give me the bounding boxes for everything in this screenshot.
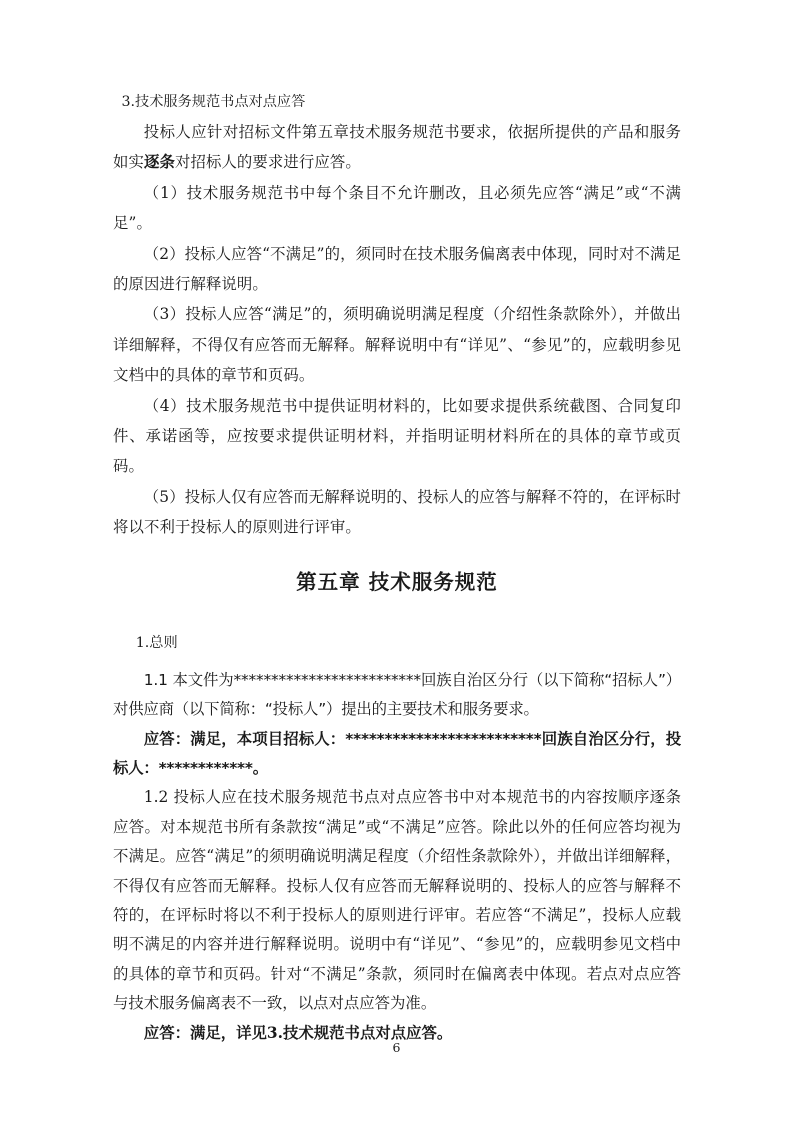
section-3-item-3: （3）投标人应答“满足”的，须明确说明满足程度（介绍性条款除外），并做出详细解释，不得仅有应答而无解释。解释说明中有“详见”、“参见”的，应载明参见文档中的具体的章节和页码。 (113, 305, 681, 385)
section-3-intro-paragraph (113, 117, 681, 178)
section-1-heading: 1.总则 (135, 634, 178, 651)
page-number: 6 (392, 1040, 401, 1055)
section-3-item-4: （4）技术服务规范书中提供证明材料的，比如要求提供系统截图、合同复印件、承诺函等，应按要求提供证明材料，并指明证明材料所在的具体的章节或页码。 (113, 396, 681, 476)
clause-1-2-answer: 应答：满足，详见3.技术规范书点对点应答。 (143, 1023, 453, 1042)
intro-text-a: 投标人应针对招标文件第五章技术服务规范书要求，依据所提供的产品和服务如实 (113, 123, 681, 172)
clause-1-1-answer: 应答：满足，本项目招标人：*************************回族自治区分行，投标人：************。 (113, 729, 681, 777)
spacer-after-section-1-heading (113, 658, 681, 666)
clause-1-1-text: 1.1 本文件为*************************回族自治区分行（以下简称“招标人”）对供应商（以下简称：“投标人”）提出的主要技术和服务要求。 (113, 670, 681, 719)
section-3-item-5: （5）投标人仅有应答而无解释说明的、投标人的应答与解释不符的，在评标时将以不利于投标人的原则进行评审。 (113, 487, 681, 537)
section-3-heading: 3.技术服务规范书点对点应答 (121, 94, 306, 110)
chapter-title: 第五章 技术服务规范 (296, 569, 498, 594)
spacer-after-chapter (113, 599, 681, 629)
spacer-before-chapter (113, 543, 681, 565)
section-3-item-2: （2）投标人应答“不满足”的，须同时在技术服务偏离表中体现，同时对不满足的原因进行解释说明。 (113, 244, 681, 294)
clause-1-2-text: 1.2 投标人应在技术服务规范书点对点应答书中对本规范书的内容按顺序逐条应答。对本规范书所有条款按“满足”或“不满足”应答。除此以外的任何应答均视为不满足。应答“满足”的须明确说明满足程度（介绍性条款除外），并做出详细解释，不得仅有应答而无解释。投标人仅有应答而无解释说明的、投标人的应答与解释不符的，在评标时将以不利于投标人的原则进行评审。若应答“不满足”，投标人应载明不满足的内容并进行解释说明。说明中有“详见”、“参见”的，应载明参见文档中的具体的章节和页码。针对“不满足”条款，须同时在偏离表中体现。若点对点应答与技术服务偏离表不一致，以点对点应答为准。 (113, 788, 681, 1013)
intro-text-b: 对招标人的要求进行应答。 (174, 153, 361, 172)
intro-text-bold: 逐条 (143, 153, 175, 172)
page-content (113, 88, 681, 1048)
section-3-item-1: （1）技术服务规范书中每个条目不允许删改，且必须先应答“满足”或“不满足”。 (113, 183, 681, 233)
